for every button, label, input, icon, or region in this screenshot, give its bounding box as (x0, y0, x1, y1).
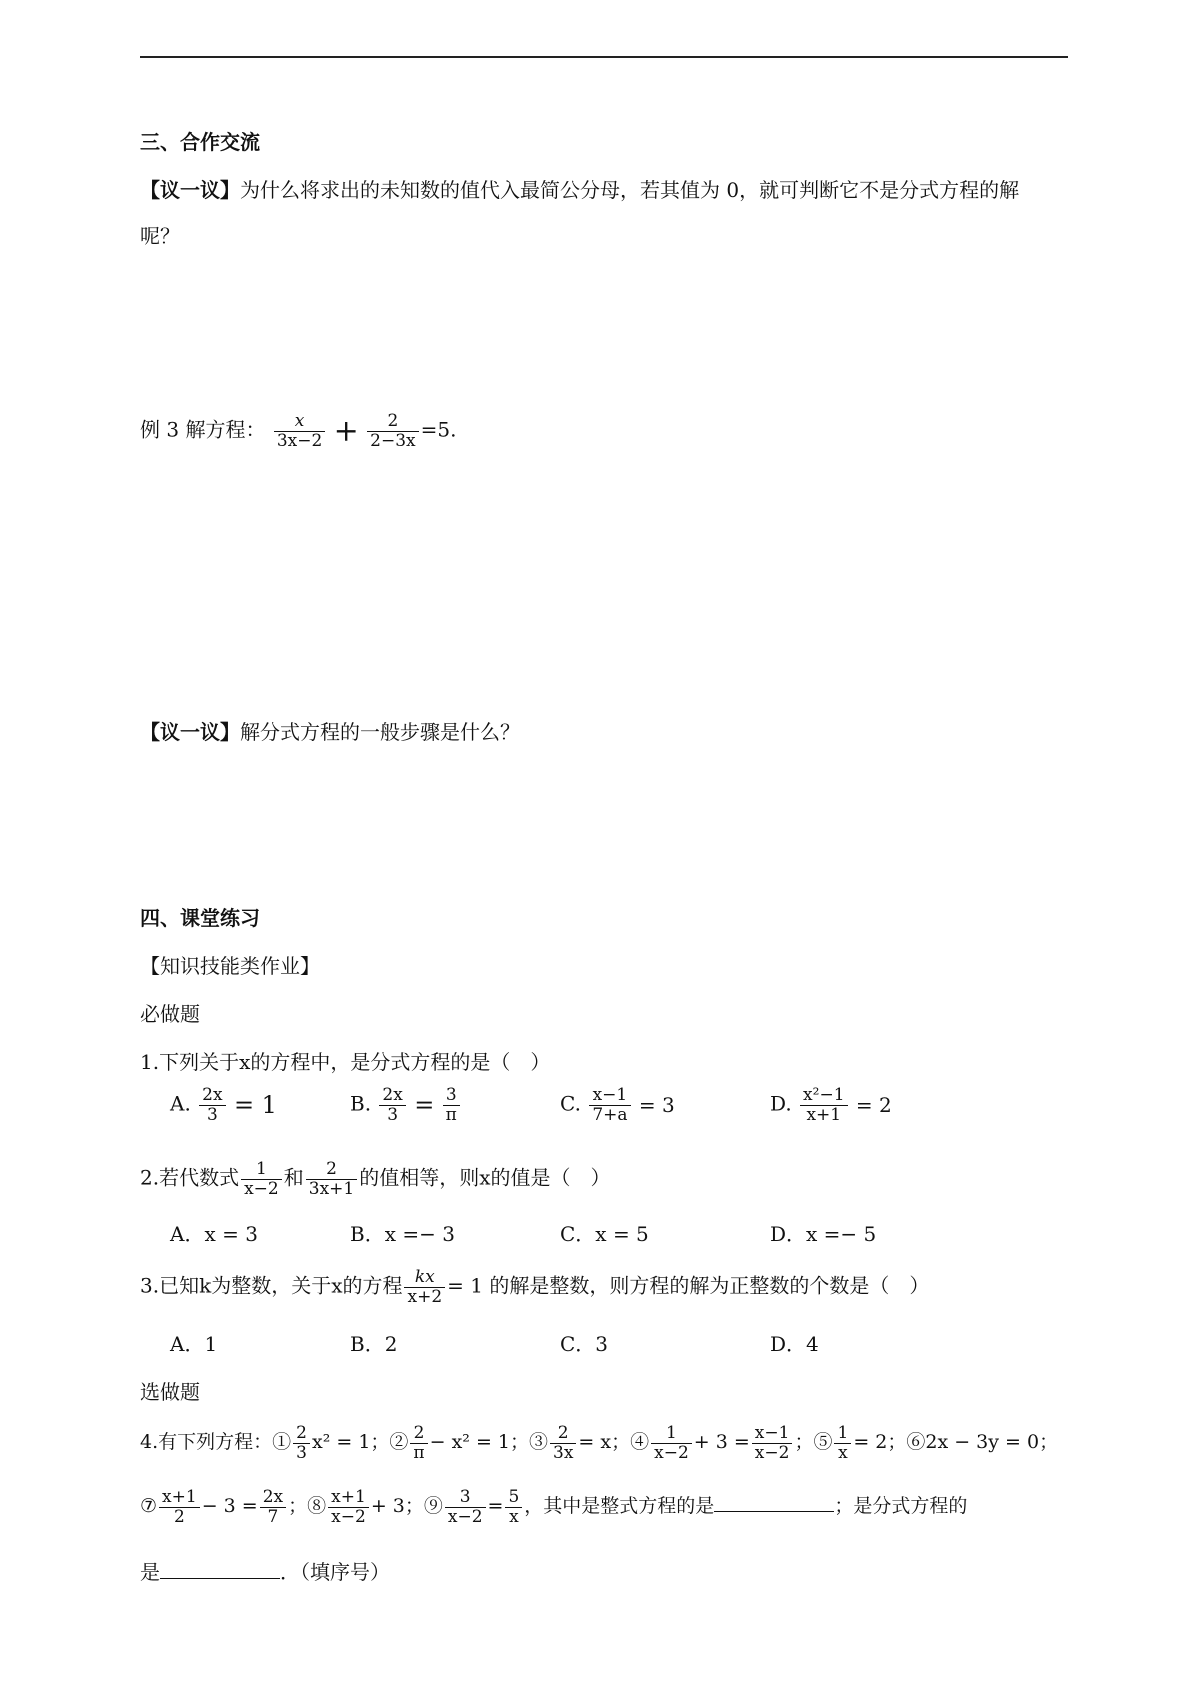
header-rule (140, 56, 1068, 58)
discuss1-line2: 呢？ (140, 224, 180, 248)
example3-tail: =5. (420, 417, 457, 442)
discuss2 (140, 716, 520, 745)
q3-stem: 3.已知k为整数，关于x的方程 $\frac{kx}{x+2}$ = 1 的解是整数，则方程的解为正整数的个数是（ ） (140, 1267, 930, 1307)
q1-stem: 1.下列关于x的方程中，是分式方程的是（ ） (140, 1050, 551, 1074)
example3-plus: + (333, 413, 359, 449)
q3-option-a: A．1 (170, 1332, 218, 1356)
q2-option-a: A．x = 3 (170, 1222, 258, 1246)
q2-stem: 2.若代数式 $\frac{1}{x-2}$ 和 $\frac{2}{3x+1}$ 的值相等，则x的值是（ ） (140, 1159, 611, 1199)
q1-option-c: C. $\frac{x-1}{7+a}$ = 3 (560, 1085, 675, 1125)
q4-line1: 4.有下列方程：① $\frac{2}{3}$ x² = 1；② $\frac{2}{\pi}$ − x² = 1；③ $\frac{2}{3x}$ = x；④ $\frac{1}{x-2}$ + 3 = $\frac{x-1}{x-2}$ ；⑤ $\frac{1}{x}$ = 2；⑥2x − 3y = 0； (140, 1423, 1059, 1463)
q4-line2: ⑦ $\frac{x+1}{2}$ − 3 = $\frac{2x}{7}$ ；⑧ $\frac{x+1}{x-2}$ + 3；⑨ $\frac{3}{x-2}$ = $\frac{5}{x}$ ，其中是整式方程的是 ；是分式方程的 (140, 1487, 968, 1527)
q4-line3: 是 ．（填序号） (140, 1560, 390, 1584)
section4-heading: 四、课堂练习 (140, 906, 260, 930)
answer-blank-fractional[interactable] (160, 1560, 280, 1579)
answer-blank-integral[interactable] (714, 1493, 834, 1512)
optional-label: 选做题 (140, 1380, 200, 1404)
example3 (140, 412, 456, 450)
q2-option-d: D．x =− 5 (770, 1222, 877, 1246)
section3-heading: 三、合作交流 (140, 130, 260, 154)
category-label: 【知识技能类作业】 (140, 954, 320, 978)
discuss1-line1 (140, 174, 1019, 203)
q3-option-d: D．4 (770, 1332, 819, 1356)
discuss1-text: 为什么将求出的未知数的值代入最简公分母，若其值为 0，就可判断它不是分式方程的解 (240, 178, 1020, 202)
q2-option-c: C．x = 5 (560, 1222, 649, 1246)
q1-option-d: D. $\frac{\text{x²−1}}{x+1}$ = 2 (770, 1085, 892, 1125)
q3-option-b: B．2 (350, 1332, 398, 1356)
example3-label: 例 3 解方程： (140, 417, 266, 442)
discuss2-tag: 【议一议】 (140, 720, 240, 744)
discuss1-tag: 【议一议】 (140, 178, 240, 202)
required-label: 必做题 (140, 1002, 200, 1026)
q2-option-b: B．x =− 3 (350, 1222, 455, 1246)
q3-option-c: C．3 (560, 1332, 609, 1356)
example3-frac2: $\frac{2}{2-3x}$ (367, 412, 418, 450)
example3-frac1: $\frac{x}{3x-2}$ (274, 412, 325, 450)
discuss2-text: 解分式方程的一般步骤是什么？ (240, 720, 520, 744)
q1-option-a: A. $\frac{2x}{3}$ = 1 (170, 1085, 277, 1125)
q1-option-b: B. $\frac{2x}{3}$ = $\frac{3}{\pi}$ (350, 1086, 462, 1124)
